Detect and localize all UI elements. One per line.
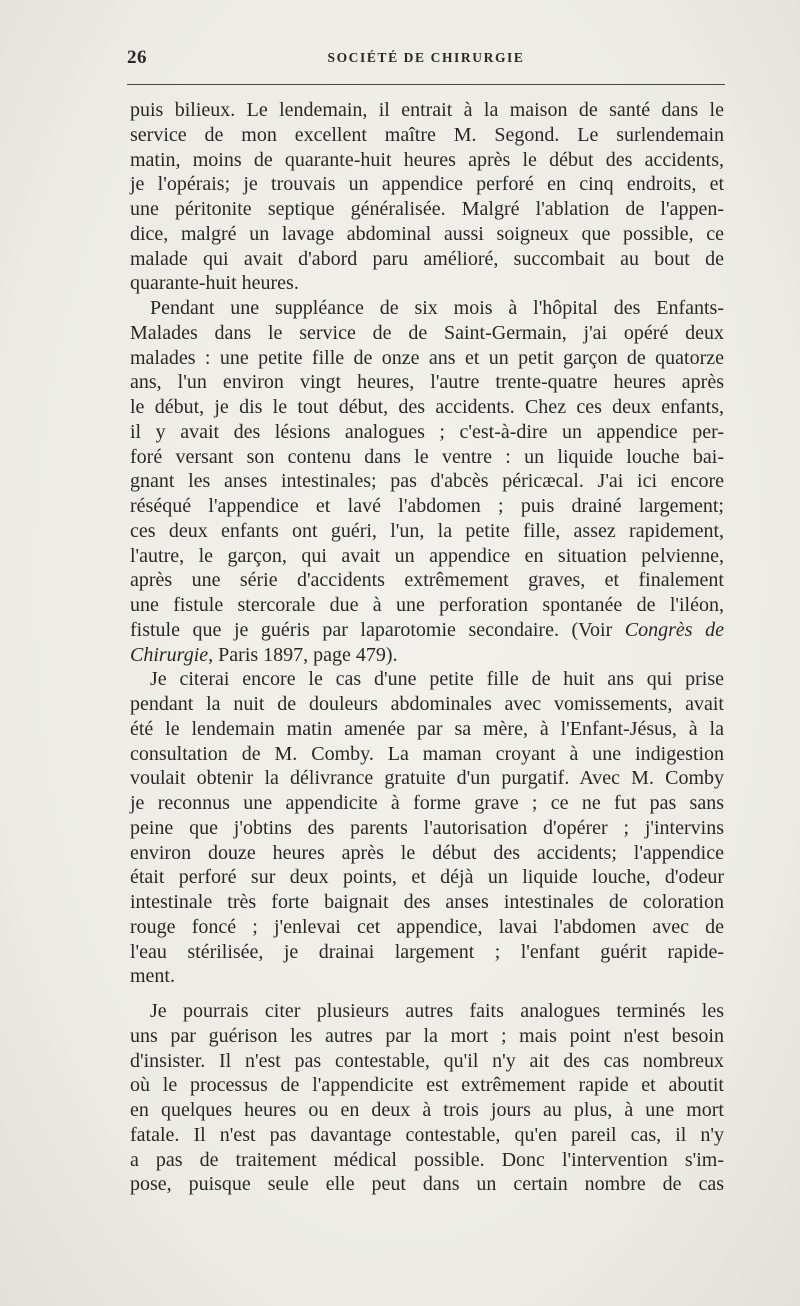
- citation-line: [130, 643, 724, 668]
- text-line: il y avait des lésions analogues ; c'est-à-dire un appendice per-: [130, 420, 724, 443]
- citation-title-part1: Congrès de: [624, 618, 724, 641]
- text-line: consultation de M. Comby. La maman croyant à une indigestion: [130, 742, 724, 765]
- text-line: je l'opérais; je trouvais un appendice perforé en cinq endroits, et: [130, 173, 724, 196]
- text-line: une fistule stercorale due à une perforation spontanée de l'iléon,: [130, 594, 724, 616]
- page-header: [127, 47, 725, 71]
- text-line: service de mon excellent maître M. Segond. Le surlendemain: [130, 123, 724, 146]
- text-line: en quelques heures ou en deux à trois jours au plus, à une mort: [130, 1099, 724, 1121]
- text-line: après une série d'accidents extrêmement graves, et finalement: [130, 569, 724, 592]
- text-line: puis bilieux. Le lendemain, il entrait à la maison de santé dans le: [130, 99, 724, 121]
- citation-title-part2: Chirurgie: [130, 643, 209, 666]
- text-line: pendant la nuit de douleurs abdominales avec vomissements, avait: [130, 693, 724, 715]
- page-number: 26: [127, 47, 147, 68]
- paragraph: [130, 296, 724, 667]
- text-line: environ douze heures après le début des accidents; l'appendice: [130, 841, 724, 864]
- running-title: SOCIÉTÉ DE CHIRURGIE: [327, 50, 525, 65]
- text-line: voulait obtenir la délivrance gratuite d'un purgatif. Avec M. Comby: [130, 767, 724, 790]
- header-rule: [127, 84, 725, 85]
- citation-tail: , Paris 1897, page 479).: [208, 643, 398, 666]
- text-line: malades : une petite fille de onze ans et un petit garçon de quatorze: [130, 346, 724, 369]
- text-line: Malades dans le service de de Saint-Germain, j'ai opéré deux: [130, 321, 724, 344]
- text-line: dice, malgré un lavage abdominal aussi soigneux que possible, ce: [130, 222, 724, 245]
- text-line: gnant les anses intestinales; pas d'abcès péricæcal. J'ai ici encore: [130, 470, 724, 493]
- text-line: d'insister. Il n'est pas contestable, qu'il n'y ait des cas nombreux: [130, 1049, 724, 1072]
- paragraph: [130, 999, 724, 1197]
- text-line: matin, moins de quarante-huit heures après le début des accidents,: [130, 148, 724, 171]
- text-line: ces deux enfants ont guéri, l'un, la petite fille, assez rapidement,: [130, 519, 724, 542]
- text-line: était perforé sur deux points, et déjà un liquide louche, d'odeur: [130, 866, 724, 889]
- text-line: peine que j'obtins des parents l'autorisation d'opérer ; j'intervins: [130, 816, 724, 839]
- text-line: ment.: [130, 965, 175, 988]
- text-line: Pendant une suppléance de six mois à l'hôpital des Enfants-: [150, 297, 724, 319]
- text-line: rouge foncé ; j'enlevai cet appendice, lavai l'abdomen avec de: [130, 915, 724, 938]
- text-line: Je citerai encore le cas d'une petite fille de huit ans qui prise: [150, 668, 724, 691]
- paragraph-spacer: [130, 989, 724, 999]
- citation-line: [130, 618, 724, 643]
- text-line: pose, puisque seule elle peut dans un certain nombre de cas: [130, 1173, 724, 1196]
- text-line: uns par guérison les autres par la mort ; mais point n'est besoin: [130, 1024, 724, 1047]
- paragraph: [130, 667, 724, 989]
- paragraph: [130, 98, 724, 296]
- text-line: foré versant son contenu dans le ventre : un liquide louche bai-: [130, 445, 724, 468]
- text-line: malade qui avait d'abord paru amélioré, succombait au bout de: [130, 247, 724, 270]
- text-line: intestinale très forte baignait des anses intestinales de coloration: [130, 891, 724, 913]
- text-line: l'autre, le garçon, qui avait un appendice en situation pelvienne,: [130, 544, 724, 567]
- text-line: ans, l'un environ vingt heures, l'autre trente-quatre heures après: [130, 371, 724, 394]
- text-line: le début, je dis le tout début, des accidents. Chez ces deux enfants,: [130, 396, 724, 418]
- citation-lead: fistule que je guéris par laparotomie secondaire. (Voir: [130, 618, 613, 641]
- body-text: [130, 98, 724, 1197]
- text-line: réséqué l'appendice et lavé l'abdomen ; puis drainé largement;: [130, 495, 724, 517]
- text-line: quarante-huit heures.: [130, 272, 299, 295]
- text-line: Je pourrais citer plusieurs autres faits analogues terminés les: [150, 1000, 724, 1022]
- text-line: fatale. Il n'est pas davantage contestable, qu'en pareil cas, il n'y: [130, 1123, 724, 1146]
- text-line: l'eau stérilisée, je drainai largement ; l'enfant guérit rapide-: [130, 940, 724, 963]
- text-line: où le processus de l'appendicite est extrêmement rapide et aboutit: [130, 1074, 724, 1097]
- text-line: une péritonite septique généralisée. Malgré l'ablation de l'appen-: [130, 198, 724, 220]
- text-line: je reconnus une appendicite à forme grave ; ce ne fut pas sans: [130, 792, 724, 814]
- text-line: été le lendemain matin amenée par sa mère, à l'Enfant-Jésus, à la: [130, 717, 724, 740]
- text-line: a pas de traitement médical possible. Donc l'intervention s'im-: [130, 1148, 724, 1171]
